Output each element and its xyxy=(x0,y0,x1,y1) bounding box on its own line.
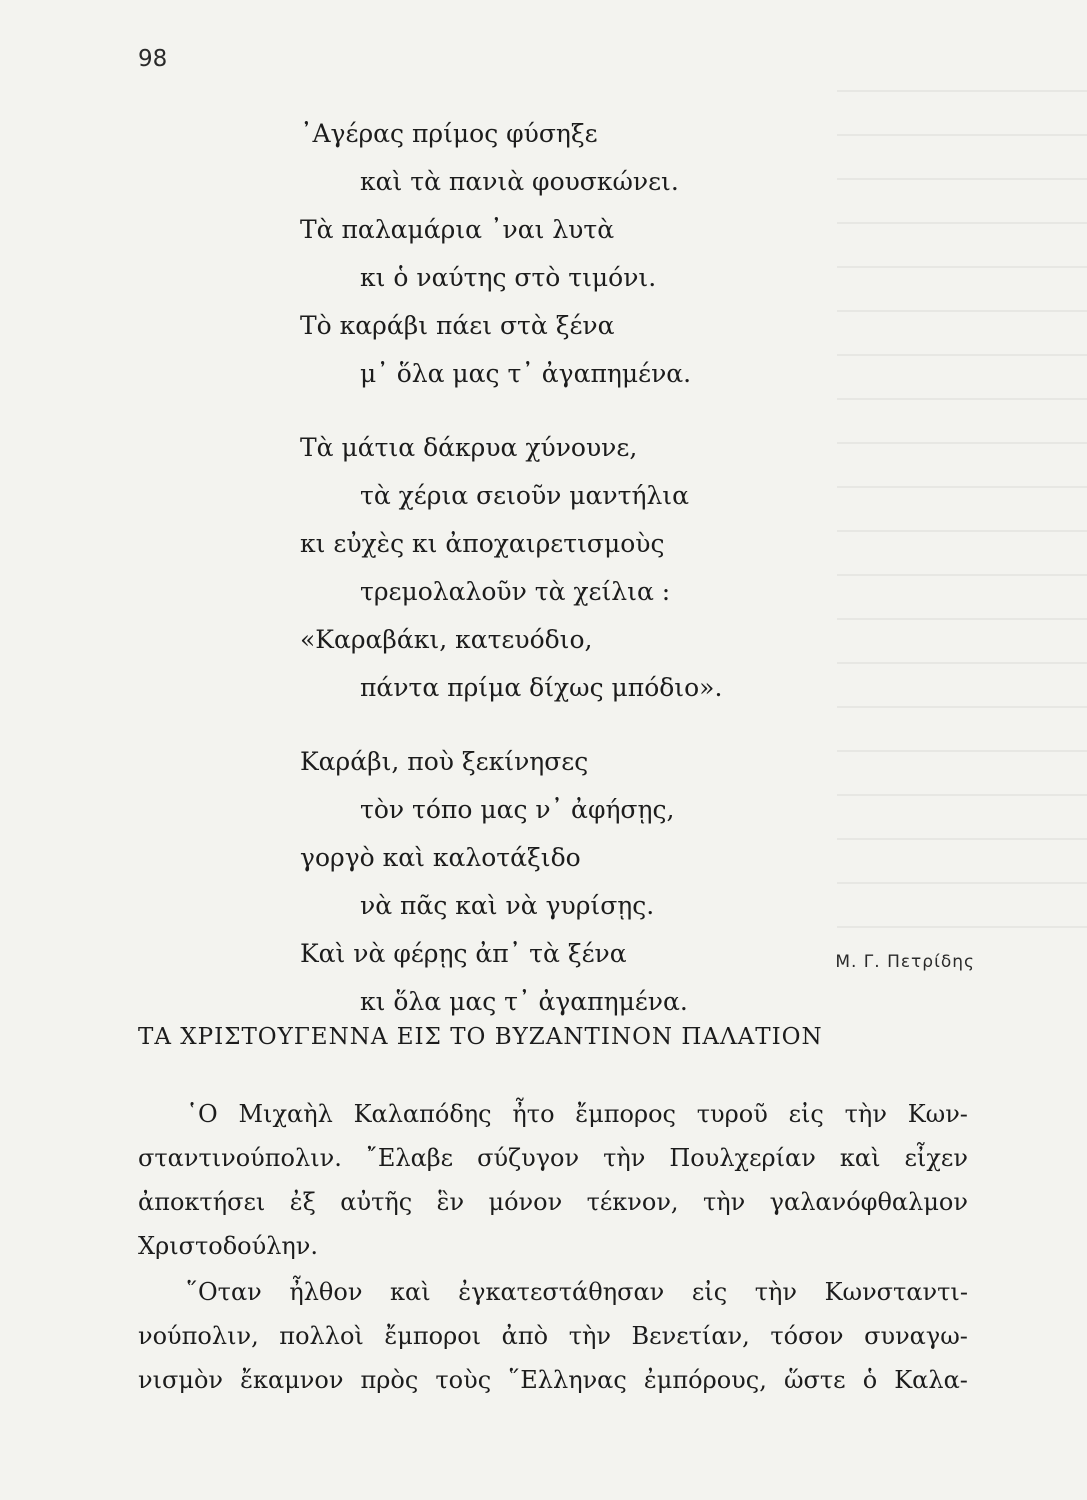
verse-line: καὶ τὰ πανιὰ φουσκώνει. xyxy=(360,167,679,196)
word: εἰς xyxy=(788,1100,824,1128)
poem-stanza xyxy=(300,110,722,398)
word: ἐγκατεστάθησαν xyxy=(458,1278,665,1306)
word: εἶχεν xyxy=(904,1144,968,1172)
verse-line: κι ὅλα μας τ᾿ ἀγαπημένα. xyxy=(360,987,688,1016)
word: πολλοὶ xyxy=(279,1322,364,1350)
word: ἦτο xyxy=(512,1100,555,1128)
stanza-gap xyxy=(300,398,722,424)
verse-line: ᾿Αγέρας πρίμος φύσηξε xyxy=(300,119,598,148)
word: σύζυγον xyxy=(477,1144,580,1172)
word: τὴν xyxy=(568,1322,611,1350)
word: τοὺς xyxy=(435,1366,492,1394)
word: τὴν xyxy=(754,1278,797,1306)
word: Κωνσταντι- xyxy=(824,1278,968,1306)
word: ἔκαμνον xyxy=(240,1366,344,1394)
word: τὴν xyxy=(844,1100,887,1128)
verse-line: νὰ πᾶς καὶ νὰ γυρίσῃς. xyxy=(360,891,655,920)
word: μόνον xyxy=(488,1188,563,1216)
paragraph xyxy=(138,1092,968,1268)
word: ἦλθον xyxy=(289,1278,363,1306)
word: ἀπὸ xyxy=(501,1322,549,1350)
prose-line xyxy=(138,1358,968,1402)
word: ὥστε xyxy=(783,1366,846,1394)
stanza-gap xyxy=(300,712,722,738)
word: τὴν xyxy=(603,1144,646,1172)
word: συναγω- xyxy=(864,1322,968,1350)
word: ἀποκτήσει xyxy=(138,1188,266,1216)
word: ῞Οταν xyxy=(186,1278,262,1306)
word: ἔμπορος xyxy=(575,1100,676,1128)
word: Βενετίαν, xyxy=(631,1322,750,1350)
prose-line xyxy=(138,1180,968,1224)
prose-line xyxy=(138,1136,968,1180)
word: αὐτῆς xyxy=(340,1188,413,1216)
page-number: 98 xyxy=(138,46,168,72)
word: τόσον xyxy=(770,1322,844,1350)
word: νούπολιν, xyxy=(138,1322,259,1350)
verse-line: κι ὁ ναύτης στὸ τιμόνι. xyxy=(360,263,657,292)
word: καὶ xyxy=(390,1278,431,1306)
word: ἐμπόρους, xyxy=(643,1366,767,1394)
word: εἰς xyxy=(691,1278,728,1306)
verse-line: «Καραβάκι, κατευόδιο, xyxy=(300,625,593,654)
word: τέκνον, xyxy=(586,1188,679,1216)
verse-line: μ᾿ ὅλα μας τ᾿ ἀγαπημένα. xyxy=(360,359,692,388)
word: πρὸς xyxy=(360,1366,419,1394)
word: ἔμποροι xyxy=(384,1322,482,1350)
word: Πουλχερίαν xyxy=(669,1144,816,1172)
prose-line xyxy=(138,1270,968,1314)
word: ῎Ελαβε xyxy=(365,1144,454,1172)
verse-line: πάντα πρίμα δίχως μπόδιο». xyxy=(360,673,723,702)
verse-line: τρεμολαλοῦν τὰ χείλια : xyxy=(360,577,671,606)
word: ῞Ελληνας xyxy=(508,1366,627,1394)
word: τὴν xyxy=(702,1188,746,1216)
verse-line: γοργὸ καὶ καλοτάξιδο xyxy=(300,843,581,872)
word: νισμὸν xyxy=(138,1366,224,1394)
verse-line: τὸν τόπο μας ν᾿ ἀφήσῃς, xyxy=(360,795,675,824)
paragraph xyxy=(138,1270,968,1402)
word: ὁ xyxy=(862,1366,878,1394)
prose-line: Χριστοδούλην. xyxy=(138,1232,319,1260)
article-body xyxy=(138,1092,968,1402)
verse-line: Καὶ νὰ φέρῃς ἀπ᾿ τὰ ξένα xyxy=(300,939,627,968)
show-through-texture xyxy=(837,90,1087,970)
poem xyxy=(300,110,722,1026)
verse-line: Τὸ καράβι πάει στὰ ξένα xyxy=(300,311,615,340)
word: Καλα- xyxy=(894,1366,968,1394)
poem-signature: Μ. Γ. Πετρίδης xyxy=(835,952,975,972)
word: ἓν xyxy=(436,1188,465,1216)
word: τυροῦ xyxy=(696,1100,768,1128)
article-heading: ΤΑ ΧΡΙΣΤΟΥΓΕΝΝΑ ΕΙΣ ΤΟ ΒΥΖΑΝΤΙΝΟΝ ΠΑΛΑΤΙΟΝ xyxy=(138,1024,823,1050)
word: Κων- xyxy=(907,1100,968,1128)
poem-stanza xyxy=(300,424,722,712)
verse-line: Τὰ παλαμάρια ᾿ναι λυτὰ xyxy=(300,215,615,244)
word: γαλανόφθαλμον xyxy=(769,1188,968,1216)
prose-line xyxy=(138,1314,968,1358)
poem-stanza xyxy=(300,738,722,1026)
word: Καλαπόδης xyxy=(353,1100,492,1128)
word: σταντινούπολιν. xyxy=(138,1144,342,1172)
word: ἐξ xyxy=(289,1188,316,1216)
word: ῾Ο xyxy=(186,1100,218,1128)
word: Μιχαὴλ xyxy=(238,1100,333,1128)
prose-line xyxy=(138,1092,968,1136)
word: καὶ xyxy=(839,1144,881,1172)
verse-line: Καράβι, ποὺ ξεκίνησες xyxy=(300,747,589,776)
verse-line: τὰ χέρια σειοῦν μαντήλια xyxy=(360,481,689,510)
verse-line: Τὰ μάτια δάκρυα χύνουνε, xyxy=(300,433,638,462)
verse-line: κι εὐχὲς κι ἀποχαιρετισμοὺς xyxy=(300,529,665,558)
